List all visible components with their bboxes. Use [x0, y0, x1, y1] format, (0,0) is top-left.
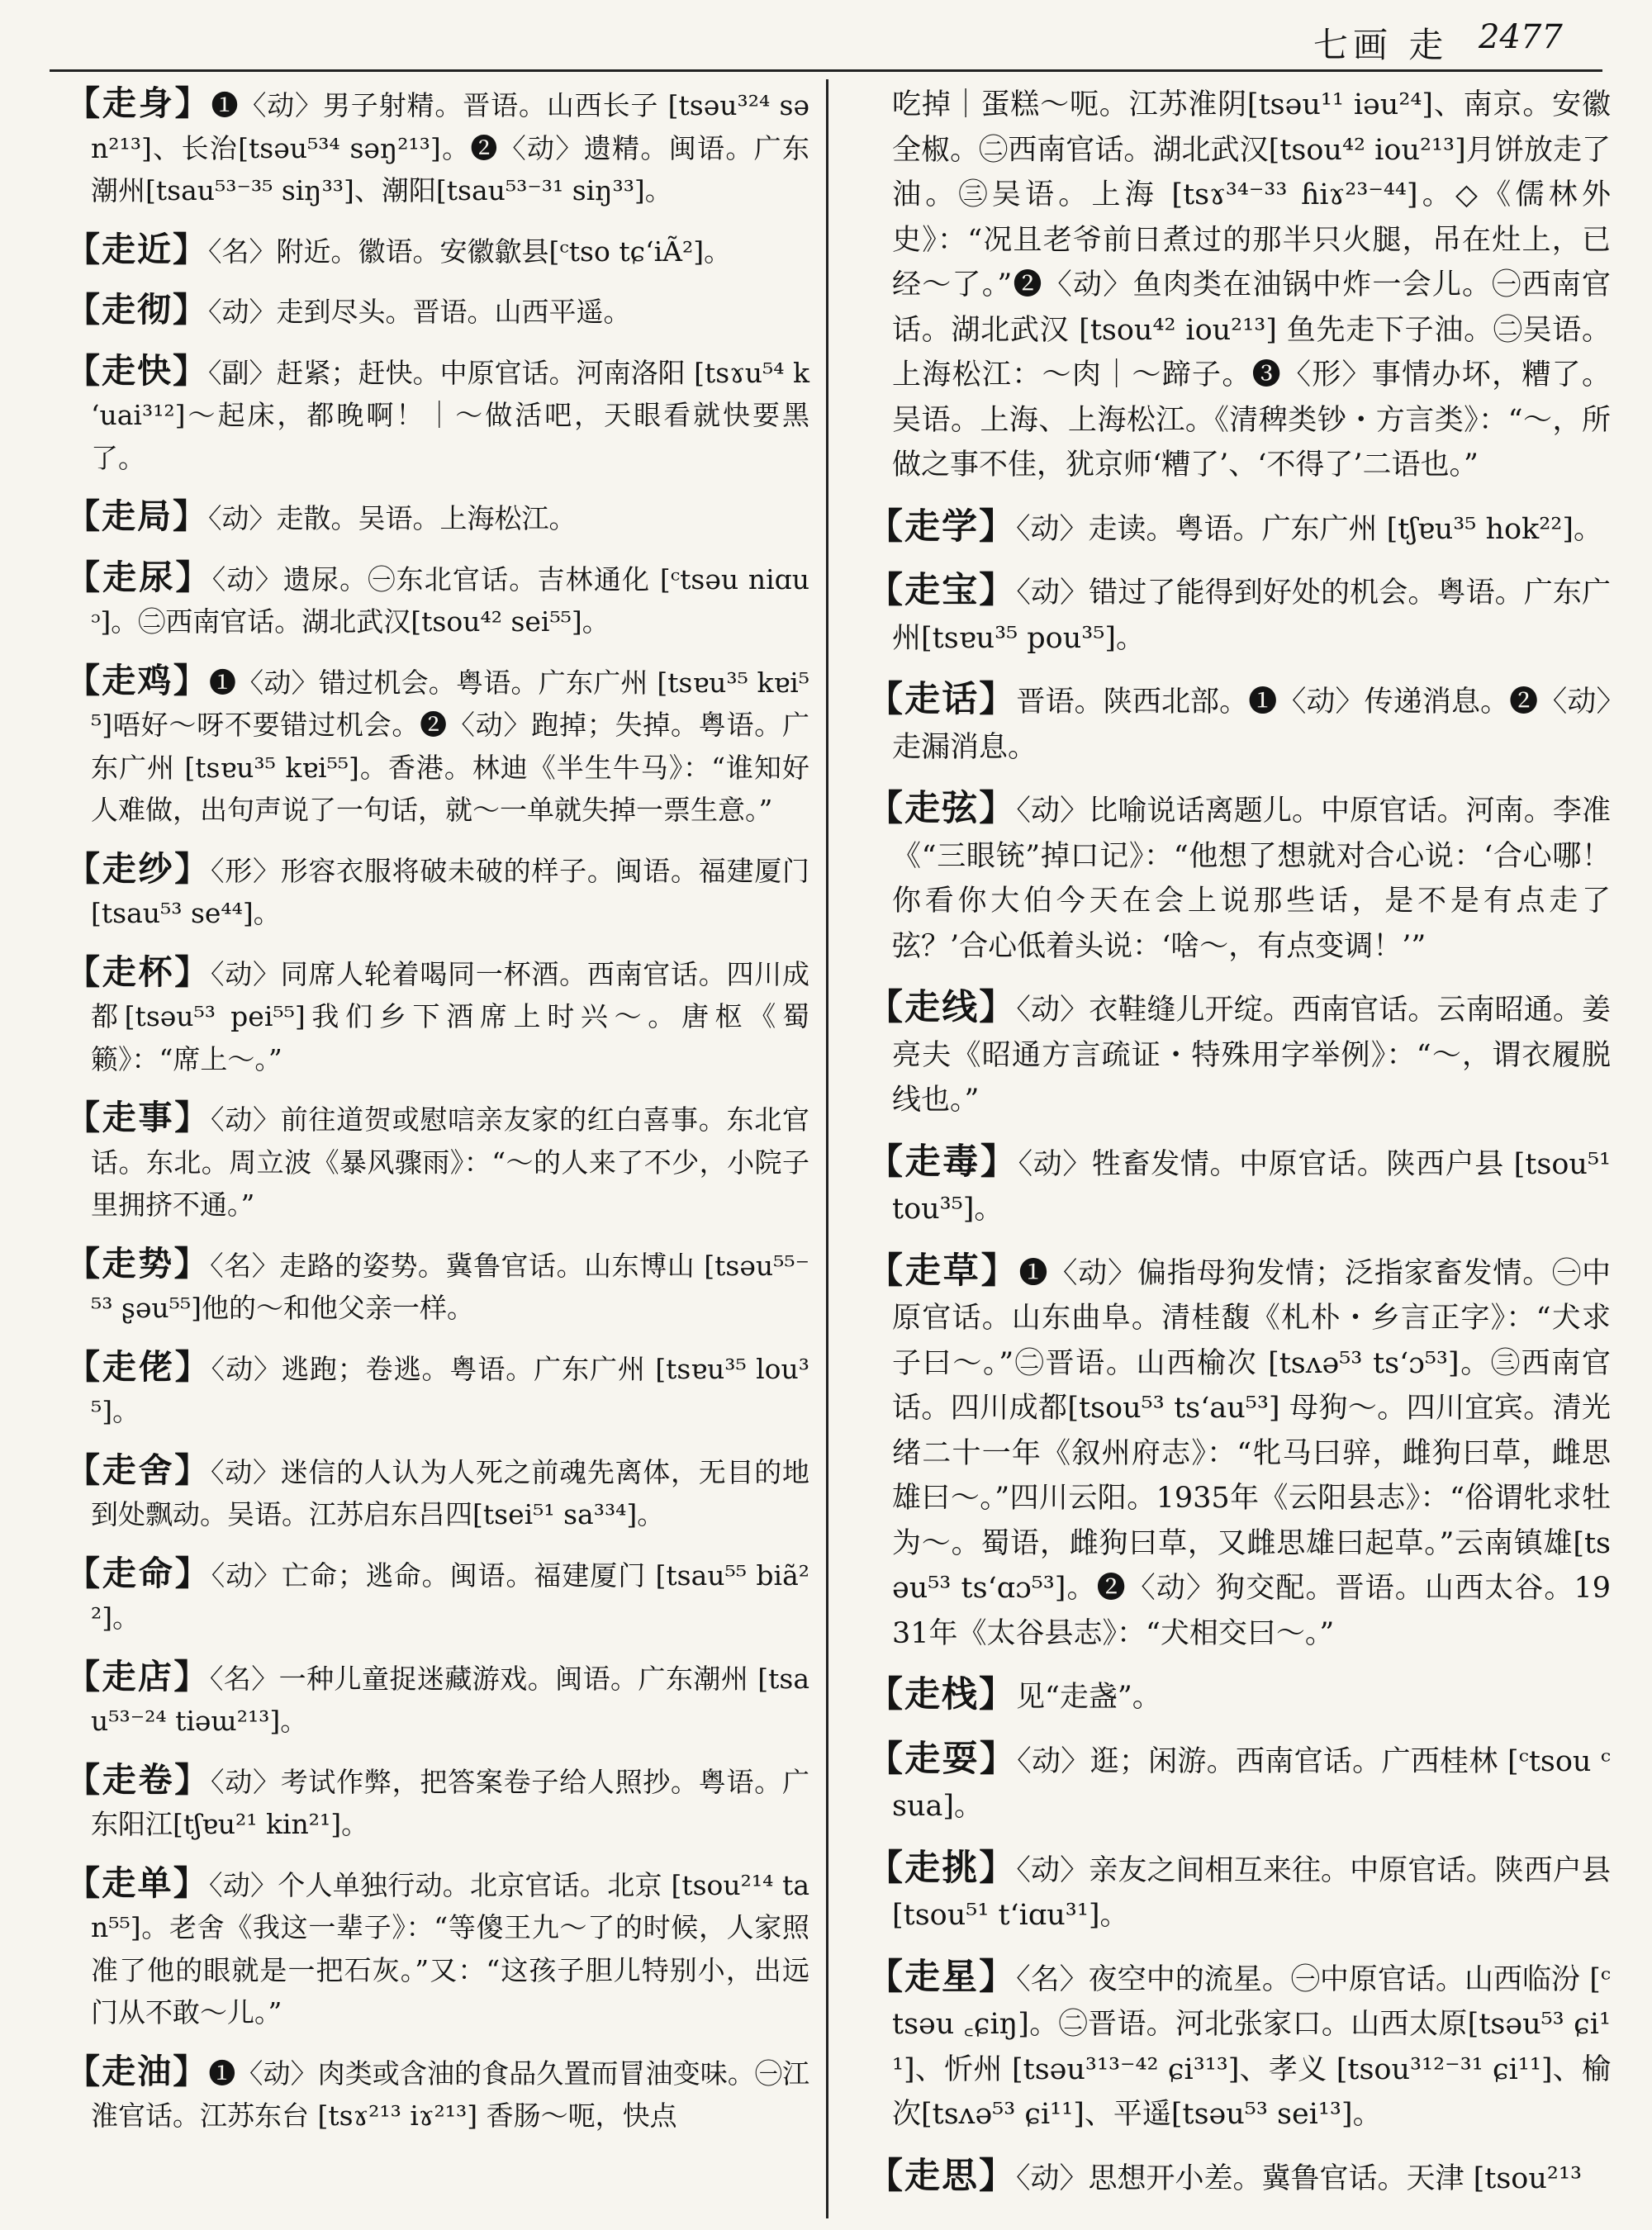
entry-headword: 【走杯】 [66, 951, 211, 992]
entry-definition: ❶〈动〉错过机会。粤语。广东广州 [tsɐu³⁵ kɐi⁵⁵]唔好～呀不要错过机会。❷〈动〉跑掉；失掉。粤语。广东广州 [tsɐu³⁵ kɐi⁵⁵]。香港。林迪《半生牛马》：“谁知好人难做，出句声说了一句话，就～一单就失掉一票生意。” [91, 666, 810, 826]
dictionary-entry [867, 2154, 1611, 2202]
page-number: 2477 [1479, 18, 1563, 56]
entry-headword: 【走毒】 [867, 1141, 1018, 1183]
entry-headword: 【走佬】 [66, 1346, 211, 1387]
dictionary-entry [66, 1553, 809, 1639]
entry-headword: 【走鸡】 [66, 660, 209, 700]
entry-headword: 【走宝】 [867, 570, 1017, 611]
entry-definition: 〈动〉走散。吴语。上海松江。 [208, 502, 577, 534]
dictionary-entry [66, 496, 809, 540]
dictionary-entry [66, 1656, 809, 1743]
entry-definition: 〈动〉逃跑；卷逃。粤语。广东广州 [tsɐu³⁵ lou³⁵]。 [91, 1352, 810, 1427]
dictionary-entry [66, 951, 809, 1081]
dictionary-entry [66, 848, 809, 935]
dictionary-entry [867, 677, 1611, 770]
entry-headword: 【走星】 [867, 1956, 1017, 1998]
dictionary-entry [867, 1955, 1611, 2137]
entry-definition: 〈名〉夜空中的流星。㊀中原官话。山西临汾 [ᶜtsəu ꜀ɕiŋ]。㊁晋语。河北张家口。山西太原[tsəu⁵³ ɕi¹¹]、忻州 [tsəu³¹³⁻⁴² ɕi³¹³]、孝义 [tsou³¹²⁻³¹ ɕi¹¹]、榆次[tsʌə⁵³ ɕi¹¹]、平遥[tsəu⁵³ sei¹³]。 [892, 1962, 1612, 2131]
entry-definition: 晋语。陕西北部。❶〈动〉传递消息。❷〈动〉走漏消息。 [892, 686, 1611, 764]
entry-headword: 【走栈】 [867, 1674, 1016, 1715]
entry-definition: 〈名〉附近。徽语。安徽歙县[ᶜtso tɕʻiÃ²]。 [208, 235, 732, 268]
entry-definition: 〈动〉错过了能得到好处的机会。粤语。广东广州[tsɐu³⁵ pou³⁵]。 [892, 576, 1611, 655]
dictionary-entry [66, 289, 809, 334]
entry-definition: 〈动〉个人单独行动。北京官话。北京 [tsou²¹⁴ tan⁵⁵]。老舍《我这一辈子》：“等傻王九～了的时候，人家照准了他的眼就是一把石灰。”又：“这孩子胆儿特别小，出远门从不敢～儿。” [91, 1868, 810, 2028]
entry-headword: 【走快】 [66, 350, 209, 391]
entry-definition: 〈动〉亲友之间相互来往。中原官话。陕西户县[tsou⁵¹ tʻiɑu³¹]。 [892, 1853, 1611, 1932]
entry-definition: ❶〈动〉肉类或含油的食品久置而冒油变味。㊀江淮官话。江苏东台 [tsɤ²¹³ iɤ²¹³] 香肠～呃，快点 [91, 2057, 810, 2132]
dictionary-entry [867, 505, 1611, 553]
entry-definition: 〈动〉衣鞋缝儿开绽。西南官话。云南昭通。姜亮夫《昭通方言疏证・特殊用字举例》：“～，谓衣履脱线也。” [892, 994, 1611, 1117]
dictionary-entry [66, 229, 809, 273]
dictionary-entry [66, 1759, 809, 1846]
dictionary-entry [867, 786, 1611, 969]
dictionary-entry [867, 568, 1611, 661]
header-rule [50, 69, 1602, 72]
entry-definition: 〈名〉一种儿童捉迷藏游戏。闽语。广东潮州 [tsau⁵³⁻²⁴ tiəɯ²¹³]。 [91, 1662, 809, 1737]
dictionary-entry [867, 1249, 1611, 1657]
page-header [0, 0, 1652, 66]
entry-headword: 【走身】 [66, 83, 211, 123]
entry-headword: 【走话】 [867, 679, 1017, 720]
dictionary-entry [66, 2051, 809, 2137]
entry-definition: 吃掉｜蛋糕～呃。江苏淮阴[tsəu¹¹ iəu²⁴]、南京。安徽全椒。㊁西南官话。湖北武汉[tsou⁴² iou²¹³]月饼放走了油。㊂吴语。上海 [tsɤ³⁴⁻³³ ɦiɤ²³⁻⁴⁴]。◇《儒林外史》：“况且老爷前日煮过的那半只火腿，吊在灶上，已经～了。”❷〈动〉鱼肉类在油锅中炸一会儿。㊀西南官话。湖北武汉 [tsou⁴² iou²¹³] 鱼先走下子油。㊁吴语。上海松江：～肉｜～蹄子。❸〈形〉事情办坏，糟了。吴语。上海、上海松江。《清稗类钞・方言类》：“～，所做之事不佳，犹京师‘糟了’、‘不得了’二语也。” [892, 88, 1611, 482]
entry-headword: 【走学】 [867, 505, 1016, 548]
entry-headword: 【走舍】 [66, 1450, 211, 1490]
dictionary-entry [867, 83, 1611, 488]
dictionary-entry [66, 83, 809, 212]
entry-headword: 【走耍】 [867, 1738, 1018, 1780]
right-column [867, 83, 1611, 2218]
column-divider [826, 79, 828, 2218]
section-title: 七画 走 [1313, 25, 1449, 65]
dictionary-entry [867, 1846, 1611, 1938]
dictionary-entry [66, 1243, 809, 1330]
entry-definition: 〈动〉同席人轮着喝同一杯酒。西南官话。四川成都[tsəu⁵³ pei⁵⁵]我们乡下酒席上时兴～。唐枢《蜀籁》：“席上～。” [91, 957, 810, 1075]
dictionary-entry [66, 660, 809, 832]
entry-definition: 〈动〉考试作弊，把答案卷子给人照抄。粤语。广东阳江[tʃɐu²¹ kin²¹]。 [91, 1765, 810, 1840]
entry-definition: 〈副〉赶紧；赶快。中原官话。河南洛阳 [tsɤu⁵⁴ kʻuai³¹²]～起床，都晚啊！｜～做活吧，天眼看就快要黑了。 [91, 356, 810, 474]
entry-definition: 〈动〉迷信的人认为人死之前魂先离体，无目的地到处飘动。吴语。江苏启东吕四[tsei⁵¹ sa³³⁴]。 [91, 1455, 810, 1530]
entry-definition: ❶〈动〉偏指母狗发情；泛指家畜发情。㊀中原官话。山东曲阜。清桂馥《札朴・乡言正字》：“犬求子曰～。”㊁晋语。山西榆次 [tsʌə⁵³ tsʻɔ⁵³]。㊂西南官话。四川成都[tsou⁵³ tsʻau⁵³] 母狗～。四川宜宾。清光绪二十一年《叙州府志》：“牝马曰骍，雌狗曰草，雌思雄曰～。”四川云阳。1935年《云阳县志》：“俗谓牝求牡为～。蜀语，雌狗曰草，又雌思雄曰起草。”云南镇雄[tsəu⁵³ tsʻɑɔ⁵³]。❷〈动〉狗交配。晋语。山西太谷。1931年《太谷县志》：“犬相交曰～。” [892, 1256, 1611, 1650]
entry-headword: 【走思】 [867, 2155, 1016, 2197]
entry-definition: 〈动〉逛；闲游。西南官话。广西桂林 [ᶜtsou ᶜsua]。 [892, 1744, 1612, 1823]
entry-headword: 【走彻】 [66, 290, 208, 330]
dictionary-entry [867, 985, 1611, 1123]
entry-headword: 【走尿】 [66, 557, 212, 597]
entry-headword: 【走店】 [66, 1656, 210, 1696]
entry-headword: 【走线】 [867, 987, 1017, 1028]
dictionary-entry [867, 1140, 1611, 1232]
entry-headword: 【走近】 [66, 229, 208, 269]
entry-definition: 〈动〉牲畜发情。中原官话。陕西户县 [tsou⁵¹ tou³⁵]。 [892, 1147, 1612, 1226]
entry-headword: 【走命】 [66, 1553, 211, 1593]
entry-definition: 〈动〉走到尽头。晋语。山西平遥。 [208, 296, 631, 328]
left-column [66, 83, 809, 2154]
entry-headword: 【走事】 [66, 1098, 211, 1137]
dictionary-entry [66, 1450, 809, 1536]
entry-headword: 【走卷】 [66, 1759, 211, 1800]
dictionary-entry [867, 1737, 1611, 1829]
entry-definition: 〈动〉前往道贺或慰唁亲友家的红白喜事。东北官话。东北。周立波《暴风骤雨》：“～的人来了不少，小院子里拥挤不通。” [91, 1103, 810, 1221]
entry-definition: 〈名〉走路的姿势。冀鲁官话。山东博山 [tsəu⁵⁵⁻⁵³ ʂəu⁵⁵]他的～和他父亲一样。 [91, 1249, 809, 1324]
entry-headword: 【走局】 [66, 496, 208, 536]
entry-headword: 【走单】 [66, 1862, 209, 1903]
entry-headword: 【走弦】 [867, 788, 1017, 829]
entry-headword: 【走油】 [66, 2051, 209, 2091]
dictionary-entry [66, 1097, 809, 1226]
entry-definition: 〈动〉比喻说话离题儿。中原官话。河南。李准《“三眼铳”掉口记》：“他想了想就对合心说：‘合心哪！你看你大伯今天在会上说那些话，是不是有点走了弦？’合心低着头说：‘啥～，有点变调！’” [892, 795, 1611, 963]
entry-headword: 【走纱】 [66, 848, 211, 889]
dictionary-entry [66, 1346, 809, 1433]
dictionary-entry [66, 1862, 809, 2034]
dictionary-entry [66, 557, 809, 643]
entry-definition: 〈动〉遗尿。㊀东北官话。吉林通化 [ᶜtsəu niɑuᵓ]。㊁西南官话。湖北武汉[tsou⁴² sei⁵⁵]。 [91, 562, 810, 638]
dictionary-entry [867, 1672, 1611, 1720]
entry-headword: 【走挑】 [867, 1847, 1017, 1889]
entry-definition: 〈动〉思想开小差。冀鲁官话。天津 [tsou²¹³ [1016, 2161, 1583, 2195]
entry-definition: 见“走盏”。 [1016, 1681, 1161, 1714]
entry-definition: ❶〈动〉男子射精。晋语。山西长子 [tsəu³²⁴ sən²¹³]、长治[tsəu⁵³⁴ səŋ²¹³]。❷〈动〉遗精。闽语。广东潮州[tsau⁵³⁻³⁵ siŋ³³]、潮阳[tsau⁵³⁻³¹ siŋ³³]。 [91, 89, 810, 206]
entry-definition: 〈形〉形容衣服将破未破的样子。闽语。福建厦门[tsau⁵³ se⁴⁴]。 [91, 854, 810, 929]
entry-definition: 〈动〉走读。粤语。广东广州 [tʃɐu³⁵ hok²²]。 [1016, 512, 1602, 546]
entry-headword: 【走草】 [867, 1250, 1019, 1292]
entry-headword: 【走势】 [66, 1243, 211, 1283]
dictionary-entry [66, 350, 809, 480]
entry-definition: 〈动〉亡命；逃命。闽语。福建厦门 [tsau⁵⁵ biã²²]。 [91, 1559, 809, 1634]
